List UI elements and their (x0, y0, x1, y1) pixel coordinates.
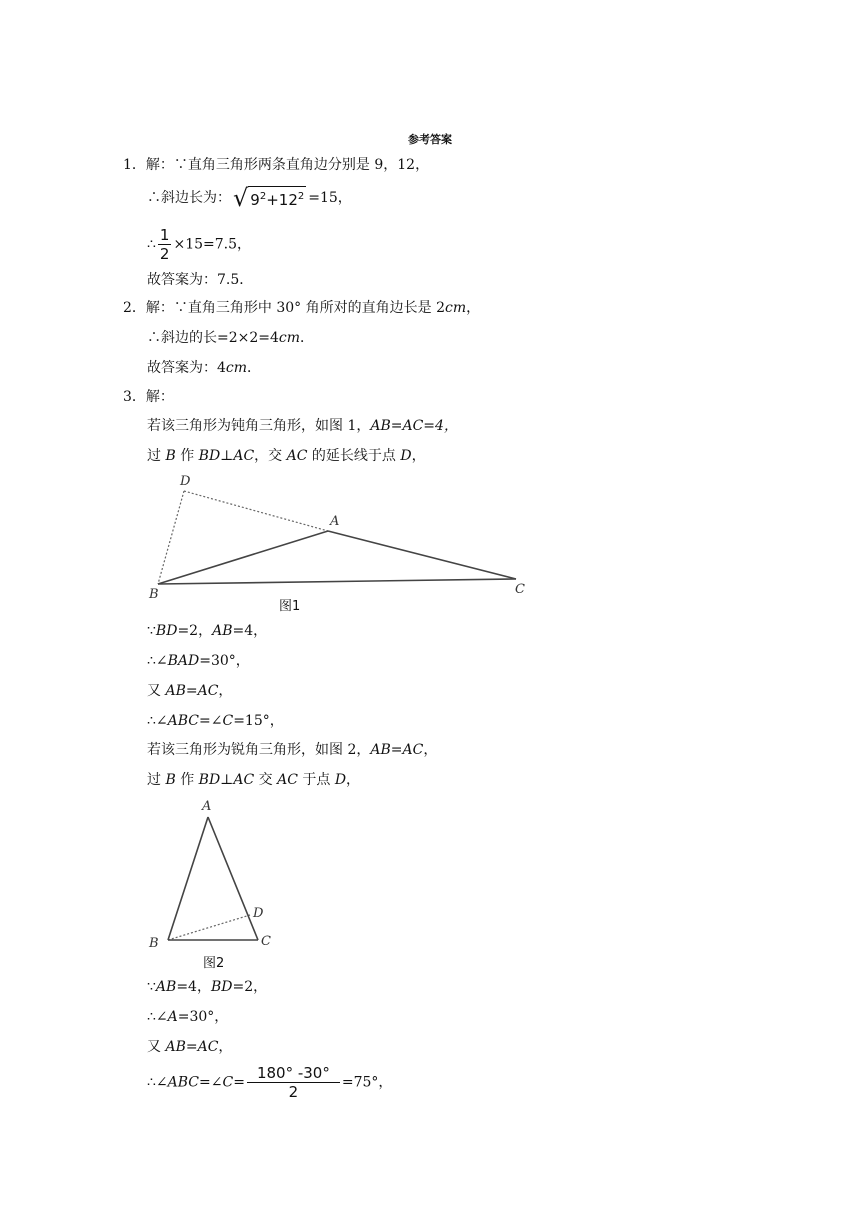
text-q3-t4-den: 2 (288, 1083, 299, 1101)
sqrt-sign-icon: √ (233, 184, 249, 212)
fig1-segment-bc (158, 579, 516, 584)
q2-number: 2． (123, 300, 146, 316)
q3-t1 (147, 977, 267, 997)
text-q3-s2-b: BAD (167, 653, 200, 669)
fig1-label-c: C (515, 582, 525, 597)
fig2-segment-bd (168, 915, 250, 940)
text-q3-s1-d: =4， (232, 623, 268, 639)
text-q3-t3-b: AB=AC (165, 1039, 219, 1055)
text-q2-line3-pre: 故答案为：4 (147, 360, 226, 376)
text-q3-p2-a: 过 (147, 448, 166, 464)
text-q3-t4-b: ABC (167, 1074, 200, 1091)
text-q3-t2-c: =30°， (177, 1009, 229, 1025)
fig2-label-b: B (149, 936, 159, 951)
q3-t2 (147, 1007, 228, 1027)
text-q2-line2-pre: ∴斜边的长=2×2=4 (147, 330, 279, 346)
figure-1 (140, 470, 540, 615)
text-q2-line1-post: ， (466, 300, 481, 316)
text-q3-s4-a: ∴∠ (147, 713, 168, 729)
text-q3-p2-i: ， (411, 448, 426, 464)
text-q1-sqrt-exp: 2 (297, 191, 305, 202)
q3-number: 3． (123, 389, 146, 405)
text-q3-s1-c: AB (212, 623, 233, 639)
text-q3-p4-g: 于点 (297, 772, 335, 788)
sqrt-expression (233, 186, 306, 210)
text-q1-sqrt-a: 9 (250, 191, 260, 209)
text-q2-unit: cm (445, 300, 467, 316)
fig2-caption: 图2 (203, 956, 225, 971)
text-q3-s4-b: ABC (167, 713, 200, 729)
fig1-label-b: B (149, 587, 159, 602)
text-q3-t1-e: =2， (232, 979, 268, 995)
text-q3-s4-c: =∠ (199, 713, 223, 729)
text-q2-line1-pre: 解：∵直角三角形中 30° 角所对的直角边长是 2 (145, 300, 445, 316)
fig1-segment-ac (328, 531, 516, 579)
text-q3-t1-d: BD (210, 979, 233, 995)
q1-line4: 故答案为：7.5． (147, 272, 254, 288)
text-q3-t4-a: ∴∠ (147, 1074, 168, 1091)
q3-s4 (147, 711, 284, 731)
text-q3-p4-h: D (334, 772, 347, 788)
text-q3-t1-b: AB (155, 979, 177, 995)
text-q3-p4-f: AC (277, 772, 298, 788)
page-title: 参考答案 (408, 133, 452, 146)
text-q3-t2-a: ∴∠ (147, 1009, 168, 1025)
fig1-segment-db (158, 491, 184, 584)
fraction-angle (247, 1064, 340, 1101)
text-q1-line2-post: =15， (308, 190, 352, 206)
q2-line1 (123, 298, 480, 318)
text-q3-p4-e: 交 (254, 772, 278, 788)
text-q3-p3-eq: AB=AC (370, 742, 424, 758)
text-q3-p4-c: 作 (175, 772, 199, 788)
text-q3-p2-b: B (165, 448, 176, 464)
q1-line1 (123, 155, 429, 175)
text-q3-p2-f: AC (286, 448, 308, 464)
text-q3-t3-c: ， (218, 1039, 233, 1055)
q3-line1 (123, 387, 174, 407)
q3-p4 (147, 770, 360, 790)
fig1-label-a: A (330, 514, 340, 529)
text-q2-unit: cm (278, 330, 301, 346)
q2-line2 (147, 328, 314, 348)
text-q3-t4-post: =75°， (341, 1074, 393, 1091)
text-q3-p3-end: ， (423, 742, 438, 758)
fraction-half (158, 226, 172, 263)
text-q3-p1-eq: AB=AC=4， (370, 418, 458, 434)
text-q3-p4-d: BD⊥AC (198, 772, 255, 788)
q1-line3 (147, 226, 251, 263)
text-q1-frac-num: 1 (159, 226, 170, 244)
text-q1-line3-pre: ∴ (147, 236, 156, 253)
text-q3-s1: ∵ (147, 623, 156, 639)
text-q3-t4-e: = (233, 1074, 245, 1091)
q1-number: 1． (123, 157, 146, 173)
text-q3-p2-d: BD⊥AC (198, 448, 255, 464)
text-q3-t3-a: 又 (147, 1039, 166, 1055)
text-q3-t1-c: =4， (176, 979, 211, 995)
fig2-segment-ab (168, 817, 208, 940)
q3-s1 (147, 621, 267, 641)
text-q3-t1-a: ∵ (147, 979, 156, 995)
text-q3-t4-num: 180° -30° (247, 1064, 340, 1083)
text-q3-s1-a: BD (155, 623, 178, 639)
text-q3-line1: 解： (145, 389, 174, 405)
text-q3-p4-a: 过 (147, 772, 166, 788)
text-q3-s3-a: 又 (147, 683, 166, 699)
q1-line2 (147, 186, 352, 210)
text-q3-p1: 若该三角形为钝角三角形，如图 1， (147, 418, 371, 434)
text-q2-line2-post: ． (300, 330, 315, 346)
text-q3-t2-b: A (167, 1009, 178, 1025)
text-q3-p4-b: B (165, 772, 176, 788)
text-q3-s4-d: C (222, 713, 234, 729)
fig2-segment-ac (208, 817, 258, 940)
text-q1-line2-pre: ∴斜边长为： (147, 190, 231, 206)
figure-2 (140, 795, 290, 975)
text-q3-s2-c: =30°， (199, 653, 250, 669)
text-q3-s3-b: AB=AC (165, 683, 219, 699)
fig1-caption: 图1 (279, 599, 301, 614)
text-q3-p4-i: ， (346, 772, 361, 788)
fig2-label-c: C (261, 934, 271, 949)
q3-p2 (147, 446, 426, 466)
text-q3-p2-g: 的延长线于点 (307, 448, 401, 464)
text-q3-t4-c: =∠ (199, 1074, 223, 1091)
text-q3-s3-c: ， (218, 683, 233, 699)
text-q3-p2-c: 作 (175, 448, 199, 464)
q3-p3 (147, 740, 437, 760)
q3-s3 (147, 681, 232, 701)
text-q2-line3-post: ． (247, 360, 262, 376)
text-q1-sqrt-exp: 2 (259, 191, 267, 202)
text-q2-unit: cm (225, 360, 248, 376)
text-q3-s1-b: =2， (177, 623, 213, 639)
q3-s2 (147, 651, 250, 671)
q3-t3 (147, 1037, 232, 1057)
text-q3-s2-a: ∴∠ (147, 653, 168, 669)
text-q1-line1: 解：∵直角三角形两条直角边分别是 9，12， (145, 157, 430, 173)
q3-p1 (147, 416, 458, 436)
q2-line3 (147, 358, 261, 378)
text-q3-p2-h: D (400, 448, 412, 464)
text-q3-s4-e: =15°， (233, 713, 284, 729)
fig2-label-d: D (253, 906, 264, 921)
fig2-label-a: A (202, 799, 212, 814)
fig1-label-d: D (180, 474, 191, 489)
text-q1-line3-post: ×15=7.5， (173, 236, 252, 253)
text-q3-p2-e: ，交 (254, 448, 287, 464)
text-q3-p3: 若该三角形为锐角三角形，如图 2， (147, 742, 371, 758)
text-q1-sqrt-plus: +12 (266, 191, 298, 209)
fig1-segment-da (184, 491, 328, 531)
text-q3-t4-d: C (222, 1074, 234, 1091)
q3-t4 (147, 1064, 392, 1101)
fig1-segment-ba (158, 531, 328, 584)
text-q1-frac-den: 2 (159, 245, 170, 263)
